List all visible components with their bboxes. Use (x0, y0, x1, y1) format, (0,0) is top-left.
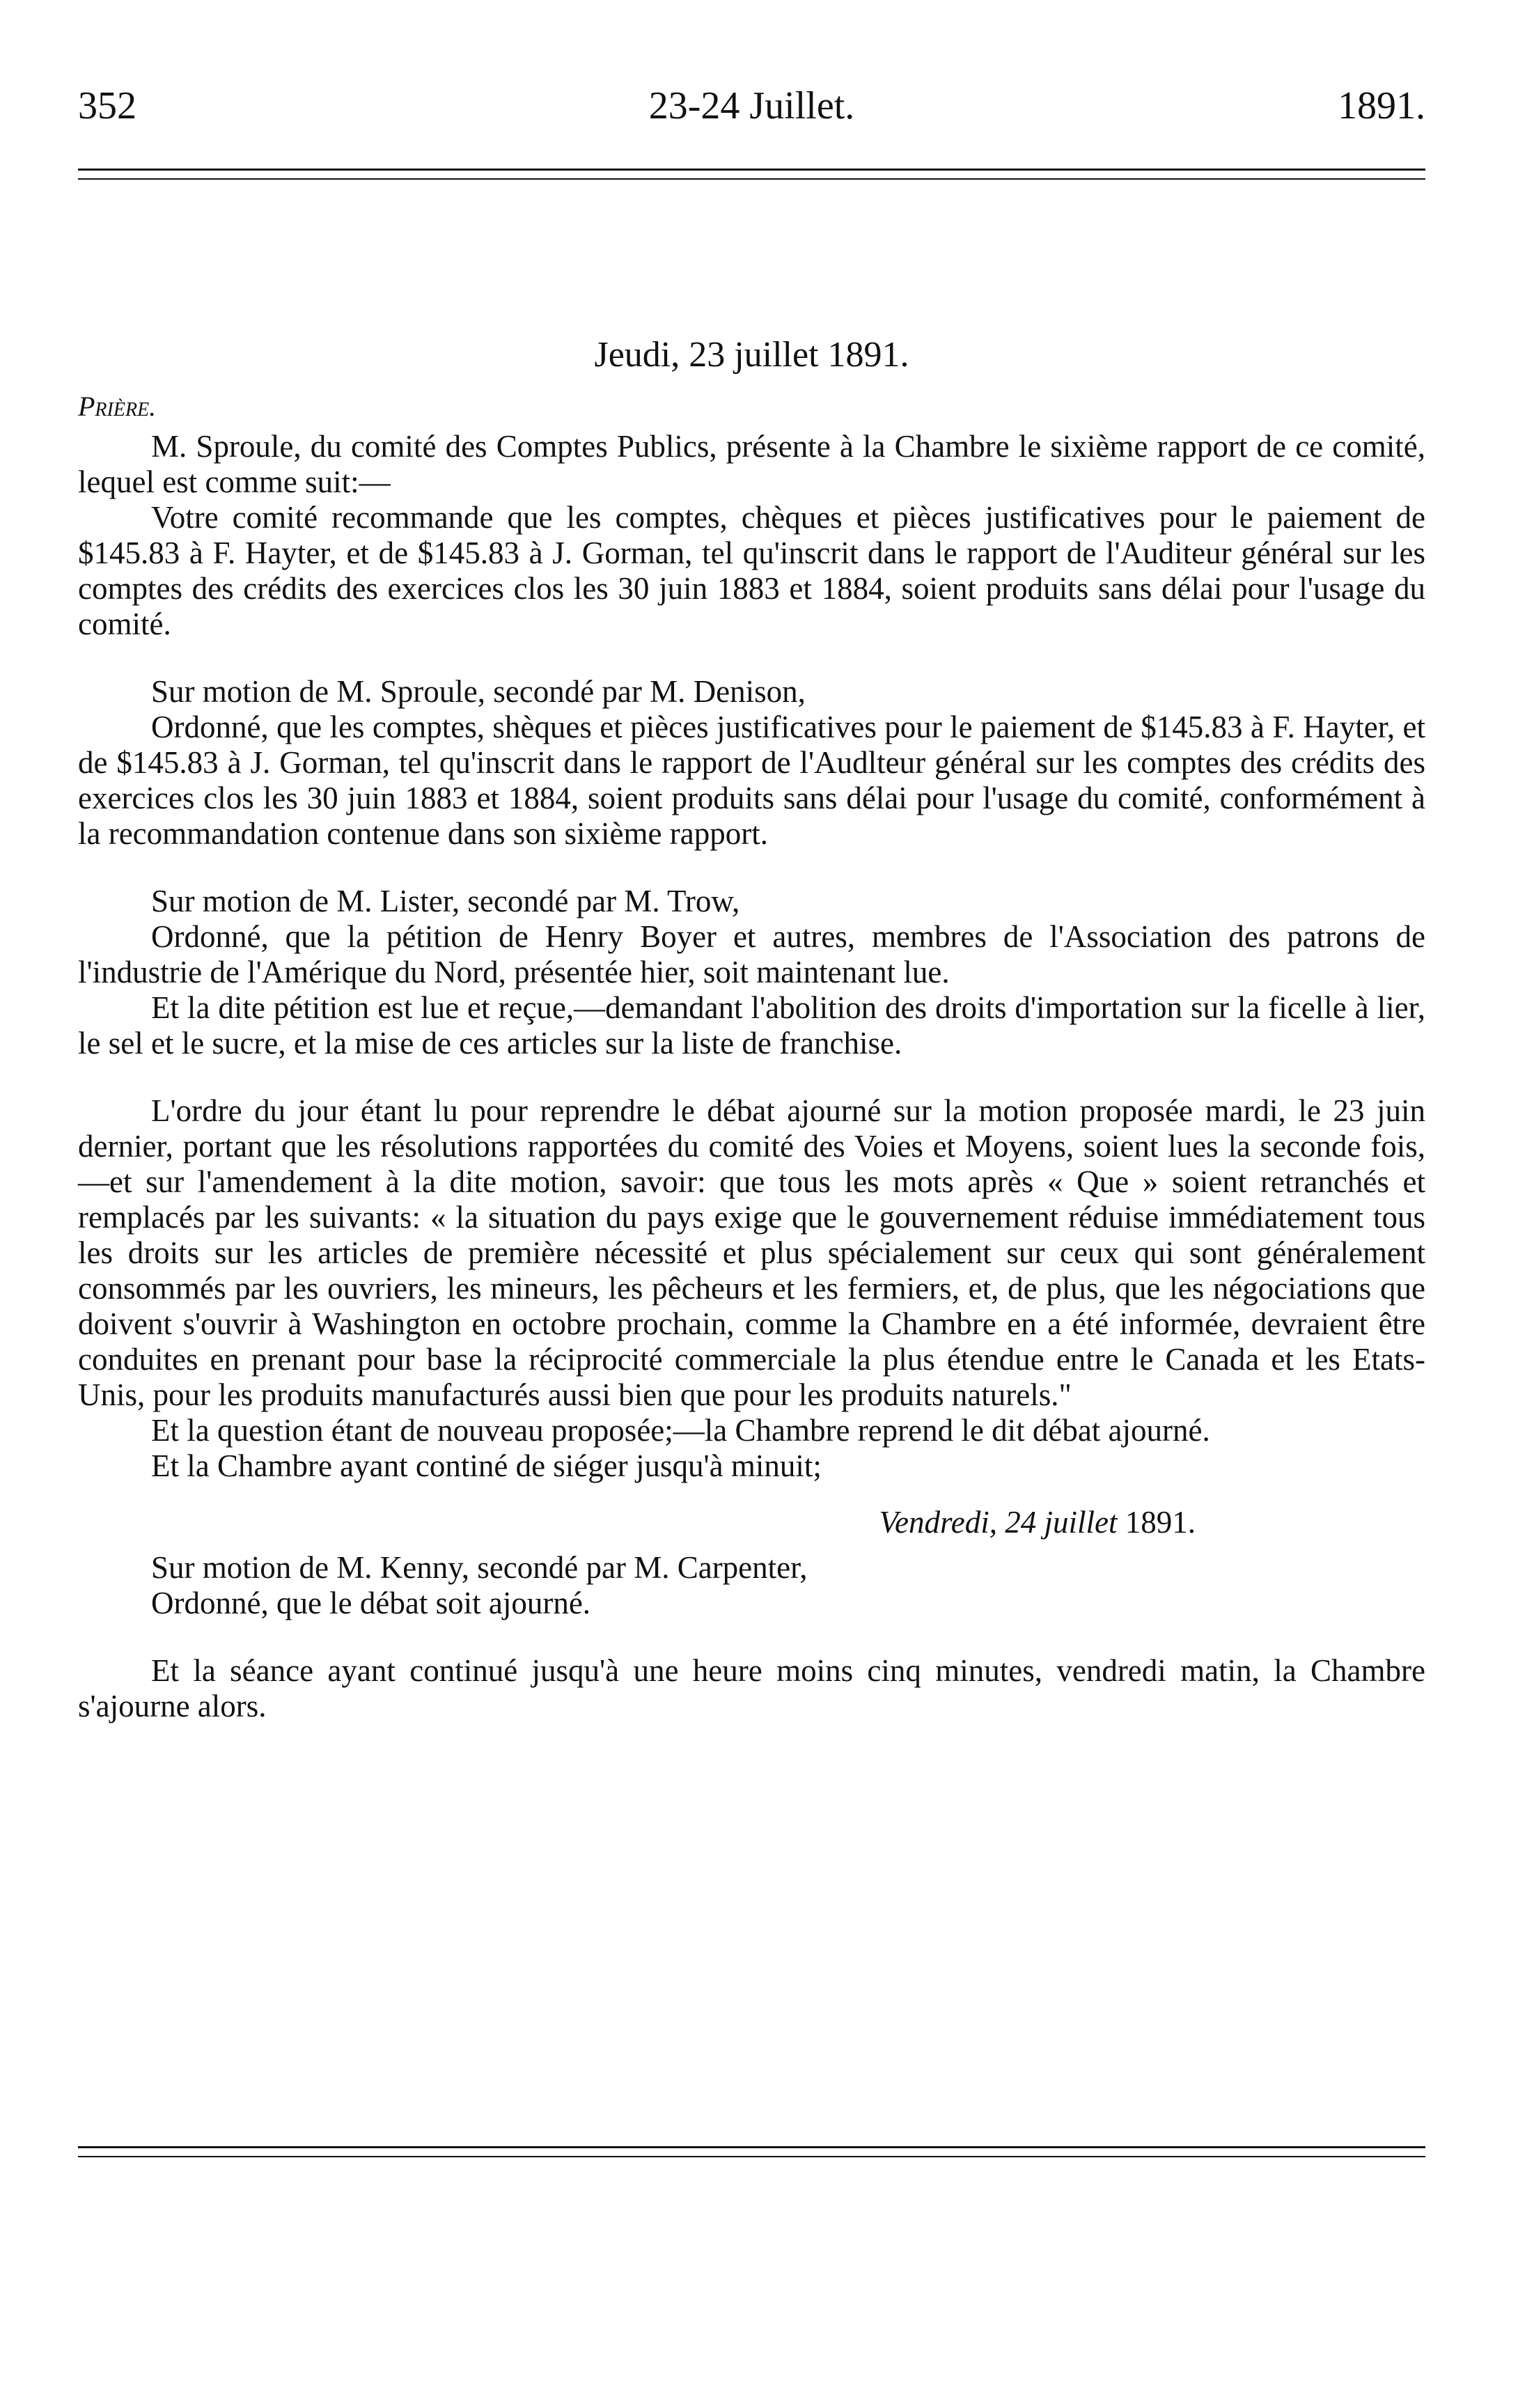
journal-body (78, 334, 1425, 1724)
header-rule-top (78, 169, 1425, 171)
priere-heading: Prière. (78, 391, 157, 422)
friday-date-italic: Vendredi, 24 juillet (879, 1505, 1118, 1540)
header-rule-bottom (78, 178, 1425, 180)
footer-rule-top (78, 2146, 1425, 2148)
page-header (78, 78, 1425, 134)
paragraph-minuit: Et la Chambre ayant continé de siéger jusqu'à minuit; (151, 1448, 822, 1483)
paragraph-question: Et la question étant de nouveau proposée;—la Chambre reprend le dit débat ajourné. (151, 1413, 1210, 1448)
footer-rule-bottom (78, 2156, 1425, 2157)
header-year: 1891. (1338, 84, 1425, 127)
paragraph-seance-ajourne: Et la séance ayant continué jusqu'à une heure moins cinq minutes, vendredi matin, la Chambre s'ajourne alors. (78, 1653, 1425, 1723)
paragraph-petition-lue: Et la dite pétition est lue et reçue,—demandant l'abolition des droits d'importation sur la ficelle à lier, le sel et le sucre, et la mise de ces articles sur la liste de franchise. (78, 990, 1425, 1061)
paragraph-ordonne-ajourne: Ordonné, que le débat soit ajourné. (151, 1586, 591, 1620)
paragraph-ordonne-comptes: Ordonné, que les comptes, shèques et pièces justificatives pour le paiement de $145.83 à F. Hayter, et de $145.83 à J. Gorman, tel qu'inscrit dans le rapport de l'Audlteur général sur les comptes des crédits des exercices clos les 30 juin 1883 et 1884, soient produits sans délai pour l'usage du comité, conformément à la recommandation contenue dans son sixième rapport. (78, 710, 1425, 851)
paragraph-ordonne-petition: Ordonné, que la pétition de Henry Boyer et autres, membres de l'Association des patrons de l'industrie de l'Amérique du Nord, présentée hier, soit maintenant lue. (78, 919, 1425, 990)
paragraph-report: M. Sproule, du comité des Comptes Publics, présente à la Chambre le sixième rapport de ce comité, lequel est comme suit:— (78, 429, 1425, 499)
paragraph-ordre-du-jour: L'ordre du jour étant lu pour reprendre le débat ajourné sur la motion proposée mardi, le 23 juin dernier, portant que les résolutions rapportées du comité des Voies et Moyens, soient lues la seconde fois,—et sur l'amendement à la dite motion, savoir: que tous les mots après « Que » soient retranchés et remplacés par les suivants: « la situation du pays exige que le gouvernement réduise immédiatement tous les droits sur les articles de première nécessité et plus spécialement sur ceux qui sont généralement consommés par les ouvriers, les mineurs, les pêcheurs et les fermiers, et, de plus, que les négociations que doivent s'ouvrir à Washington en octobre prochain, comme la Chambre en a été informée, devraient être conduites en prenant pour base la réciprocité commerciale la plus étendue entre le Canada et les Etats-Unis, pour les produits manufacturés aussi bien que pour les produits naturels." (78, 1093, 1425, 1412)
page-number: 352 (78, 84, 136, 127)
paragraph-motion-sproule: Sur motion de M. Sproule, secondé par M. Denison, (151, 674, 806, 709)
paragraph-motion-lister: Sur motion de M. Lister, secondé par M. Trow, (151, 884, 740, 918)
sitting-date: Jeudi, 23 juillet 1891. (594, 335, 909, 375)
header-date: 23-24 Juillet. (648, 84, 855, 127)
friday-date (78, 1505, 1425, 1540)
paragraph-report-text: Votre comité recommande que les comptes, chèques et pièces justificatives pour le paiement de $145.83 à F. Hayter, et de $145.83 à J. Gorman, tel qu'inscrit dans le rapport de l'Auditeur général sur les comptes des crédits des exercices clos les 30 juin 1883 et 1884, soient produits sans délai pour l'usage du comité. (78, 500, 1425, 641)
paragraph-motion-kenny: Sur motion de M. Kenny, secondé par M. Carpenter, (151, 1550, 808, 1585)
friday-date-year: 1891. (1117, 1505, 1196, 1540)
